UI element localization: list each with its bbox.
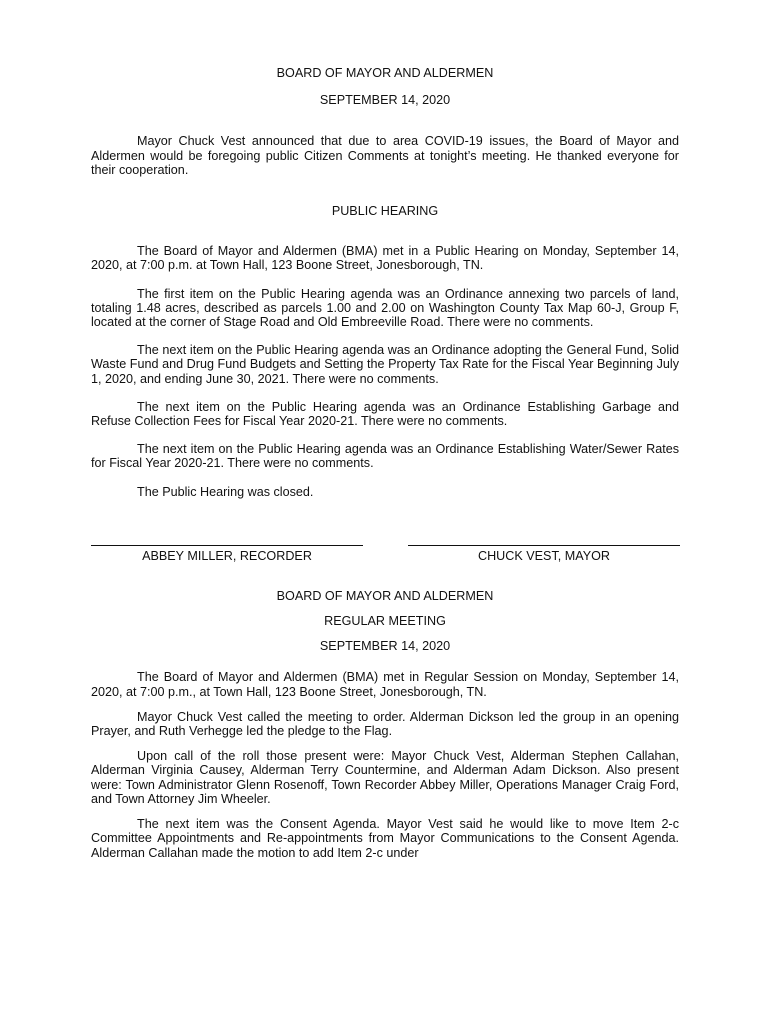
regular-subtitle: REGULAR MEETING (324, 614, 446, 629)
regular-date: SEPTEMBER 14, 2020 (319, 639, 451, 654)
signature-line (408, 545, 680, 546)
document-body (91, 66, 679, 860)
hearing-intro: Mayor Chuck Vest announced that due to area COVID-19 issues, the Board of Mayor and Aldermen would be foregoing public Citizen Comments at tonight’s meeting. He thanked everyone for their cooperation. (91, 134, 679, 177)
signature-recorder (91, 545, 363, 563)
hearing-paragraph-6: The Public Hearing was closed. (137, 484, 314, 499)
signature-line (91, 545, 363, 546)
hearing-paragraph-2: The first item on the Public Hearing agenda was an Ordinance annexing two parcels of land, totaling 1.48 acres, described as parcels 1.00 and 2.00 on Washington County Tax Map 60-J, Group F, located at the corner of Stage Road and Old Embreeville Road. There were no comments. (91, 286, 679, 330)
regular-paragraph-2: Mayor Chuck Vest called the meeting to order. Alderman Dickson led the group in an opening Prayer, and Ruth Verhegge led the pledge to the Flag. (91, 709, 679, 739)
regular-paragraph-3: Upon call of the roll those present were: Mayor Chuck Vest, Alderman Stephen Callahan, Alderman Virginia Causey, Alderman Terry Countermine, and Alderman Adam Dickson. Also present were: Town Administrator Glenn Rosenoff, Town Recorder Abbey Miller, Operations Manager Craig Ford, and Town Attorney Jim Wheeler. (91, 749, 679, 806)
public-hearing-heading: PUBLIC HEARING (331, 204, 439, 219)
hearing-paragraph-4: The next item on the Public Hearing agenda was an Ordinance Establishing Garbage and Refuse Collection Fees for Fiscal Year 2020-21. There were no comments. (91, 399, 679, 429)
regular-paragraph-1: The Board of Mayor and Aldermen (BMA) met in Regular Session on Monday, September 14, 2020, at 7:00 p.m., at Town Hall, 123 Boone Street, Jonesborough, TN. (91, 670, 679, 699)
hearing-title: BOARD OF MAYOR AND ALDERMEN (276, 66, 494, 80)
signature-name: ABBEY MILLER, RECORDER (142, 548, 312, 563)
hearing-paragraph-1: The Board of Mayor and Aldermen (BMA) met in a Public Hearing on Monday, September 14, 2020, at 7:00 p.m. at Town Hall, 123 Boone Street, Jonesborough, TN. (91, 244, 679, 273)
hearing-paragraph-5: The next item on the Public Hearing agenda was an Ordinance Establishing Water/Sewer Rates for Fiscal Year 2020-21. There were no comments. (91, 442, 679, 471)
hearing-date: SEPTEMBER 14, 2020 (319, 93, 451, 108)
signature-name: CHUCK VEST, MAYOR (477, 548, 611, 563)
regular-title: BOARD OF MAYOR AND ALDERMEN (276, 588, 494, 603)
signature-block (91, 545, 679, 589)
regular-paragraph-4: The next item was the Consent Agenda. Mayor Vest said he would like to move Item 2-c Committee Appointments and Re-appointments from Mayor Communications to the Consent Agenda. Alderman Callahan made the motion to add Item 2-c under (91, 817, 679, 860)
signature-mayor (408, 545, 680, 563)
hearing-paragraph-3: The next item on the Public Hearing agenda was an Ordinance adopting the General Fund, Solid Waste Fund and Drug Fund Budgets and Setting the Property Tax Rate for the Fiscal Year Beginning July 1, 2020, and ending June 30, 2021. There were no comments. (91, 343, 679, 386)
